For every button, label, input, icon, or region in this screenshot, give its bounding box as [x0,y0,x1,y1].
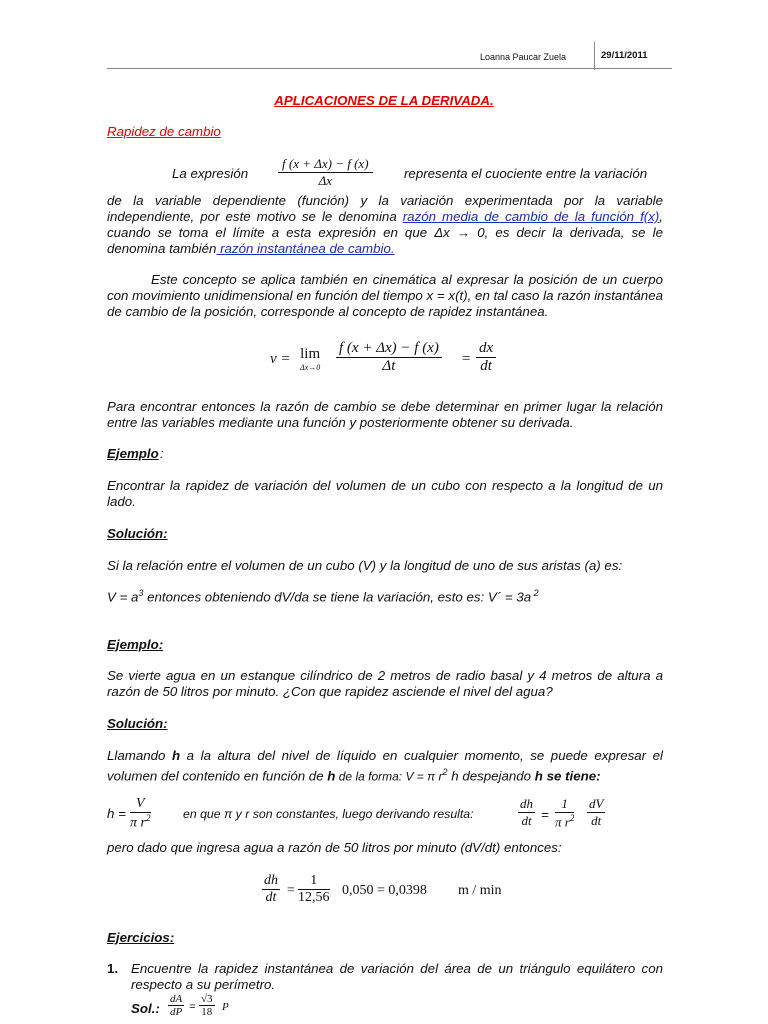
s1-b: a la altura del nivel de líquido en cualquier momento, se puede expresar el volumen del contenido en función de [107,748,663,784]
r-1256: 12,56 [298,890,330,905]
formula-v-lhs: v = [270,351,291,367]
h-fraction [130,796,151,832]
sol-colon: : [155,1001,160,1016]
example1-colon: : [160,446,164,461]
s1-d: h despejando [447,768,535,784]
r-one: 1 [298,873,330,890]
result-eq: = [286,883,296,898]
exercise-1-text: Encuentre la rapidez instantánea de variación del área de un triángulo equilátero con respecto a su perímetro. [131,961,663,992]
s1-a: Llamando [107,748,172,763]
dt2: dt [591,813,602,828]
paragraph-razon-cambio: Para encontrar entonces la razón de cambio se debe determinar en primer lugar la relación entre las variables mediante una función y posteriormente obtener su derivada. [107,399,663,430]
formula-v-fraction [336,340,442,375]
formula-v-numerator: f (x + Δx) − f (x) [336,340,442,358]
example1-solution-heading: Solución: [107,526,168,541]
exercise-1-sol-eq: = [189,1001,196,1013]
cube-derivative-exponent: 2 [531,588,539,598]
limit-subscript: Δx→0 [300,363,321,372]
exercise-1-sol-var: P [222,1001,229,1013]
example1-heading-text: Ejemplo [107,446,159,461]
cube-exponent: 3 [138,588,144,598]
limit-label: lim [300,346,321,362]
s1-h: h [171,748,181,763]
intro-text-a: de la variable dependiente (función) y la variación experimentada por la variable independiente, por este motivo se le denomina [107,193,663,224]
result-dh-dt [262,873,280,906]
da: dA [170,993,183,1005]
r-dt: dt [265,890,277,905]
dh: dh [520,796,533,811]
cube-derivative-text: entonces obteniendo dV/da se tiene la variación, esto es: V´ = 3a [143,589,532,605]
dh-eq: = [541,807,549,822]
result-unit: m / min [458,883,502,898]
eighteen: 18 [201,1006,213,1018]
dh-dt-fraction [518,796,535,829]
intro-fraction-numerator: f (x + Δx) − f (x) [278,156,373,173]
intro-fraction [278,156,373,189]
page-title: APLICACIONES DE LA DERIVADA. [274,93,494,108]
formula-v-eq: = [461,351,472,367]
sqrt3: √3 [201,993,213,1005]
exercise-1-sol-fraction [168,993,184,1018]
h-den-text: π r [130,815,147,831]
intro-text-b: , cuando se toma el límite a esta expresión en que Δx → 0, es decir la derivada, se le denomina también [107,209,663,256]
pir-exp: 2 [569,813,575,823]
formula-v-dt: dt [480,358,492,374]
intro-after: representa el cuociente entre la variación [404,166,648,181]
dv: dV [589,796,604,811]
intro-lead: La expresión [172,166,249,181]
h-explanation: en que π y r son constantes, luego derivando resulta: [183,807,474,821]
h-fraction-den [130,813,151,832]
one-over-pir2 [555,796,574,830]
example2-solution-line1 [107,748,663,784]
s1-c: de la forma: V = π r [335,769,443,784]
result-values: 0,050 = 0,0398 [342,883,427,898]
s1-h2: h [327,768,336,784]
exercise-1-solution-label [131,1001,160,1016]
dt: dt [521,813,532,828]
link-razon-instantanea[interactable]: razón instantánea de cambio. [216,241,395,256]
header-rule [107,68,672,69]
example1-text: Encontrar la rapidez de variación del volumen de un cubo con respecto a la longitud de un lado. [107,478,663,509]
exercises-heading: Ejercicios: [107,930,175,945]
h-lhs: h = [107,806,126,821]
header-date: 29/11/2011 [601,50,648,61]
dv-dt-fraction [587,796,605,829]
h-den-exp: 2 [146,813,151,823]
cube-volume: V = a [107,589,139,605]
one: 1 [555,796,574,813]
example1-solution-line2 [107,588,539,604]
r-dh: dh [264,873,278,888]
header-author: Loanna Paucar Zuela [480,52,567,62]
s1-exp: 2 [442,767,448,777]
intro-fraction-denominator: Δx [318,173,332,188]
sol-label-text: Sol. [131,1001,156,1016]
s1-e: h se tiene: [534,768,601,784]
paragraph-cinematica: Este concepto se aplica también en cinemática al expresar la posición de un cuerpo con movimiento unidimensional en función del tiempo x = x(t), en tal caso la razón instantánea de cambio de la posición, corresponde al concepto de rapidez instantánea. [107,272,663,319]
formula-v-dx: dx [476,340,496,358]
example1-solution-line1: Si la relación entre el volumen de un cubo (V) y la longitud de uno de sus aristas (a) es: [107,558,623,573]
example2-solution-heading: Solución: [107,716,168,731]
h-fraction-num: V [130,796,151,813]
exercise-1-sol-fraction2 [199,993,215,1018]
dp: dP [170,1006,183,1018]
example2-text: Se vierte agua en un estanque cilíndrico de 2 metros de radio basal y 4 metros de altura a razón de 50 litros por minuto. ¿Con que rapidez asciende el nivel del agua? [107,668,663,699]
pir: π r [555,814,570,830]
intro-paragraph [107,193,663,257]
formula-v-limit [300,346,320,372]
link-razon-media[interactable]: razón media de cambio de la función f(x) [402,209,660,224]
result-fraction [298,873,330,906]
example2-solution-line2: pero dado que ingresa agua a razón de 50 litros por minuto (dV/dt) entonces: [107,840,562,855]
exercise-1-number: 1. [107,961,119,976]
example2-heading: Ejemplo: [107,637,164,652]
section-title: Rapidez de cambio [107,124,221,139]
example1-heading [107,446,159,461]
formula-v-derivative [476,340,496,375]
formula-v-denominator: Δt [382,358,396,374]
header-separator [594,42,595,70]
